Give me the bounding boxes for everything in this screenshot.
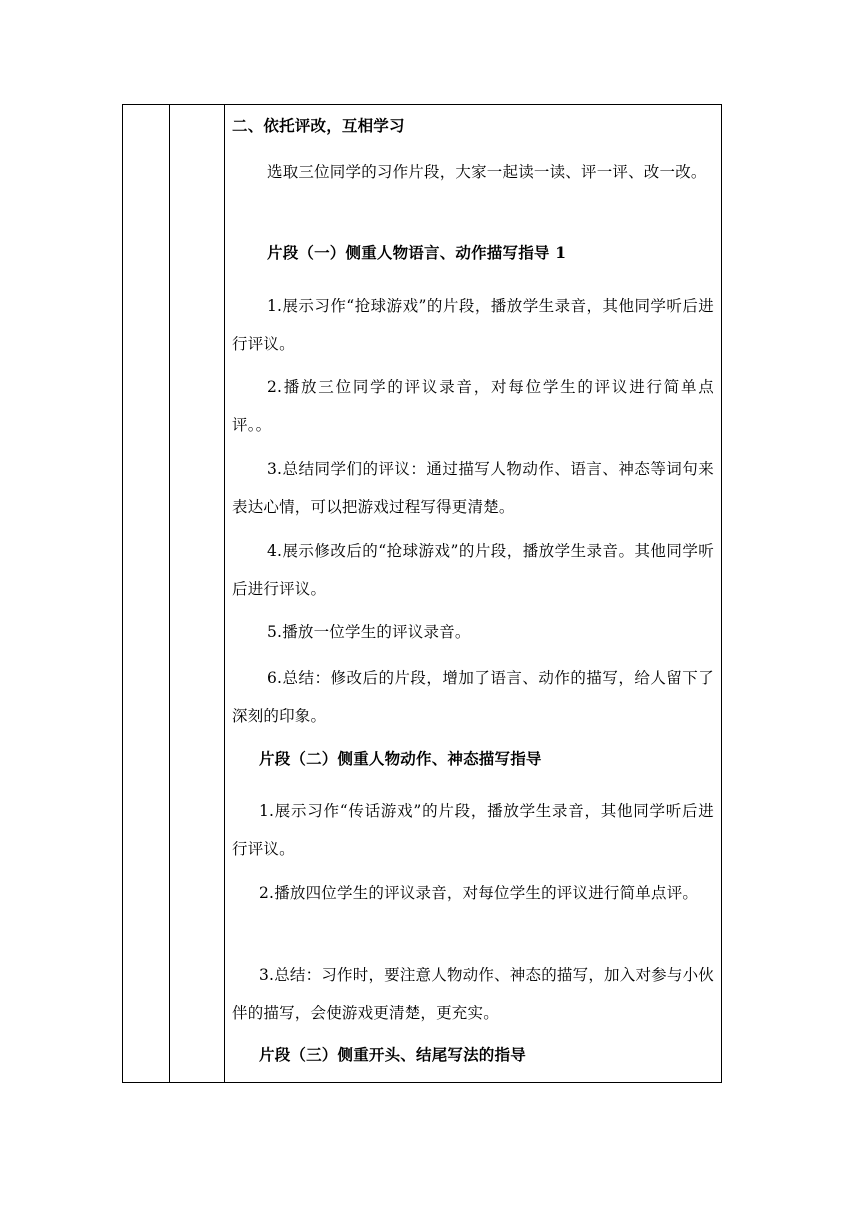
table-column-divider (169, 105, 170, 1082)
lesson-table (122, 104, 722, 1083)
fragment-1-step-3: 3.总结同学们的评议：通过描写人物动作、语言、神态等词句来表达心情，可以把游戏过程写得更清楚。 (232, 460, 714, 516)
fragment-1-step-1: 1.展示习作“抢球游戏”的片段，播放学生录音，其他同学听后进行评议。 (232, 297, 714, 353)
section-intro: 选取三位同学的习作片段，大家一起读一读、评一评、改一改。 (267, 163, 707, 181)
fragment-1-title: 片段（一）侧重人物语言、动作描写指导 1 (267, 243, 567, 262)
fragment-1-step-5: 5.播放一位学生的评议录音。 (267, 623, 471, 641)
lesson-content-cell (225, 105, 721, 1082)
fragment-1-step-4: 4.展示修改后的“抢球游戏”的片段，播放学生录音。其他同学听后进行评议。 (232, 542, 714, 598)
fragment-2-step-3: 3.总结：习作时，要注意人物动作、神态的描写，加入对参与小伙伴的描写，会使游戏更清楚，更充实。 (232, 966, 714, 1022)
fragment-2-step-1: 1.展示习作“传话游戏”的片段，播放学生录音，其他同学听后进行评议。 (232, 802, 714, 858)
fragment-1-step-2: 2.播放三位同学的评议录音，对每位学生的评议进行简单点评。。 (232, 378, 714, 434)
fragment-2-title: 片段（二）侧重人物动作、神态描写指导 (259, 749, 542, 768)
fragment-2-step-2: 2.播放四位学生的评议录音，对每位学生的评议进行简单点评。 (259, 884, 699, 902)
section-heading: 二、依托评改，互相学习 (232, 116, 405, 135)
fragment-3-title: 片段（三）侧重开头、结尾写法的指导 (259, 1045, 526, 1064)
fragment-1-step-6: 6.总结：修改后的片段，增加了语言、动作的描写，给人留下了深刻的印象。 (232, 669, 714, 725)
